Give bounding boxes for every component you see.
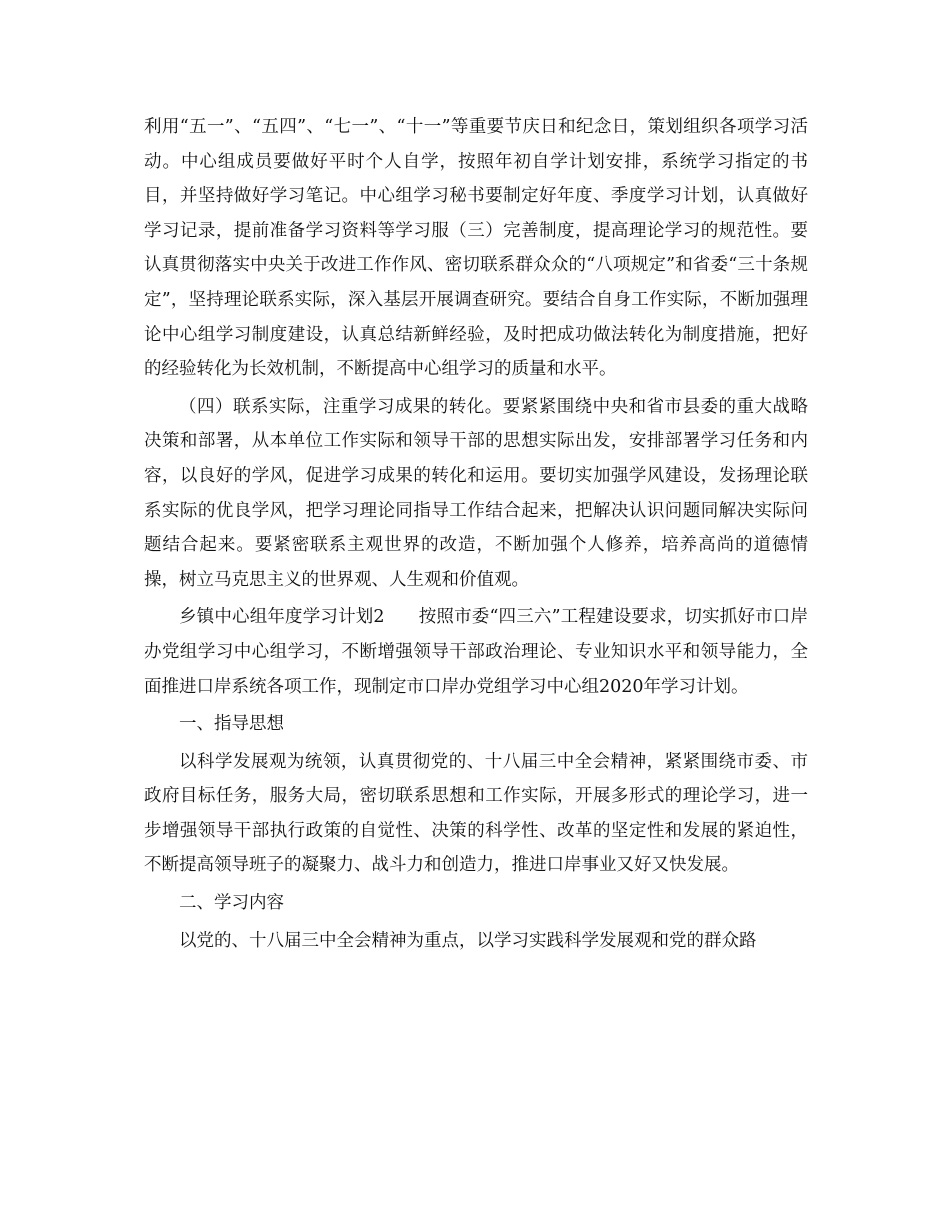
heading-guiding-ideology: 一、指导思想 <box>179 714 284 735</box>
plan-title: 乡镇中心组年度学习计划2 <box>179 607 385 628</box>
paragraph-section-four: （四）联系实际，注重学习成果的转化。要紧紧围绕中央和省市县委的重大战略决策和部署，从本单位工作实际和领导干部的思想实际出发，安排部署学习任务和内容，以良好的学风，促进学习成果的转化和运用。要切实加强学风建设，发扬理论联系实际的优良学风，把学习理论同指导工作结合起来，把解决认识问题同解决实际问题结合起来。要紧密联系主观世界的改造，不断加强个人修养，培养高尚的道德情操，树立马克思主义的世界观、人生观和价值观。 <box>144 396 808 590</box>
paragraph-guiding-ideology: 以科学发展观为统领，认真贯彻党的、十八届三中全会精神，紧紧围绕市委、市政府目标任务，服务大局，密切联系思想和工作实际，开展多形式的理论学习，进一步增强领导干部执行政策的自觉性、决策的科学性、改革的坚定性和发展的紧迫性，不断提高领导班子的凝聚力、战斗力和创造力，推进口岸事业又好又快发展。 <box>144 751 808 876</box>
heading-study-content: 二、学习内容 <box>179 893 284 914</box>
paragraph-plan-two-intro <box>144 600 808 704</box>
plan-intro-text: 按照市委“四三六”工程建设要求，切实抓好市口岸办党组学习中心组学习，不断增强领导干部政治理论、专业知识水平和领导能力，全面推进口岸系统各项工作，现制定市口岸办党组学习中心组2020年学习计划。 <box>144 607 808 697</box>
document-page <box>144 110 808 961</box>
paragraph-continued-study-activities: 利用“五一”、“五四”、“七一”、“十一”等重要节庆日和纪念日，策划组织各项学习活动。中心组成员要做好平时个人自学，按照年初自学计划安排，系统学习指定的书目，并坚持做好学习笔记。中心组学习秘书要制定好年度、季度学习计划，认真做好学习记录，提前准备学习资料等学习服（三）完善制度，提高理论学习的规范性。要认真贯彻落实中央关于改进工作作风、密切联系群众众的“八项规定”和省委“三十条规定”，坚持理论联系实际，深入基层开展调查研究。要结合自身工作实际，不断加强理论中心组学习制度建设，认真总结新鲜经验，及时把成功做法转化为制度措施，把好的经验转化为长效机制，不断提高中心组学习的质量和水平。 <box>144 117 808 380</box>
paragraph-study-content: 以党的、十八届三中全会精神为重点，以学习实践科学发展观和党的群众路 <box>179 930 757 951</box>
